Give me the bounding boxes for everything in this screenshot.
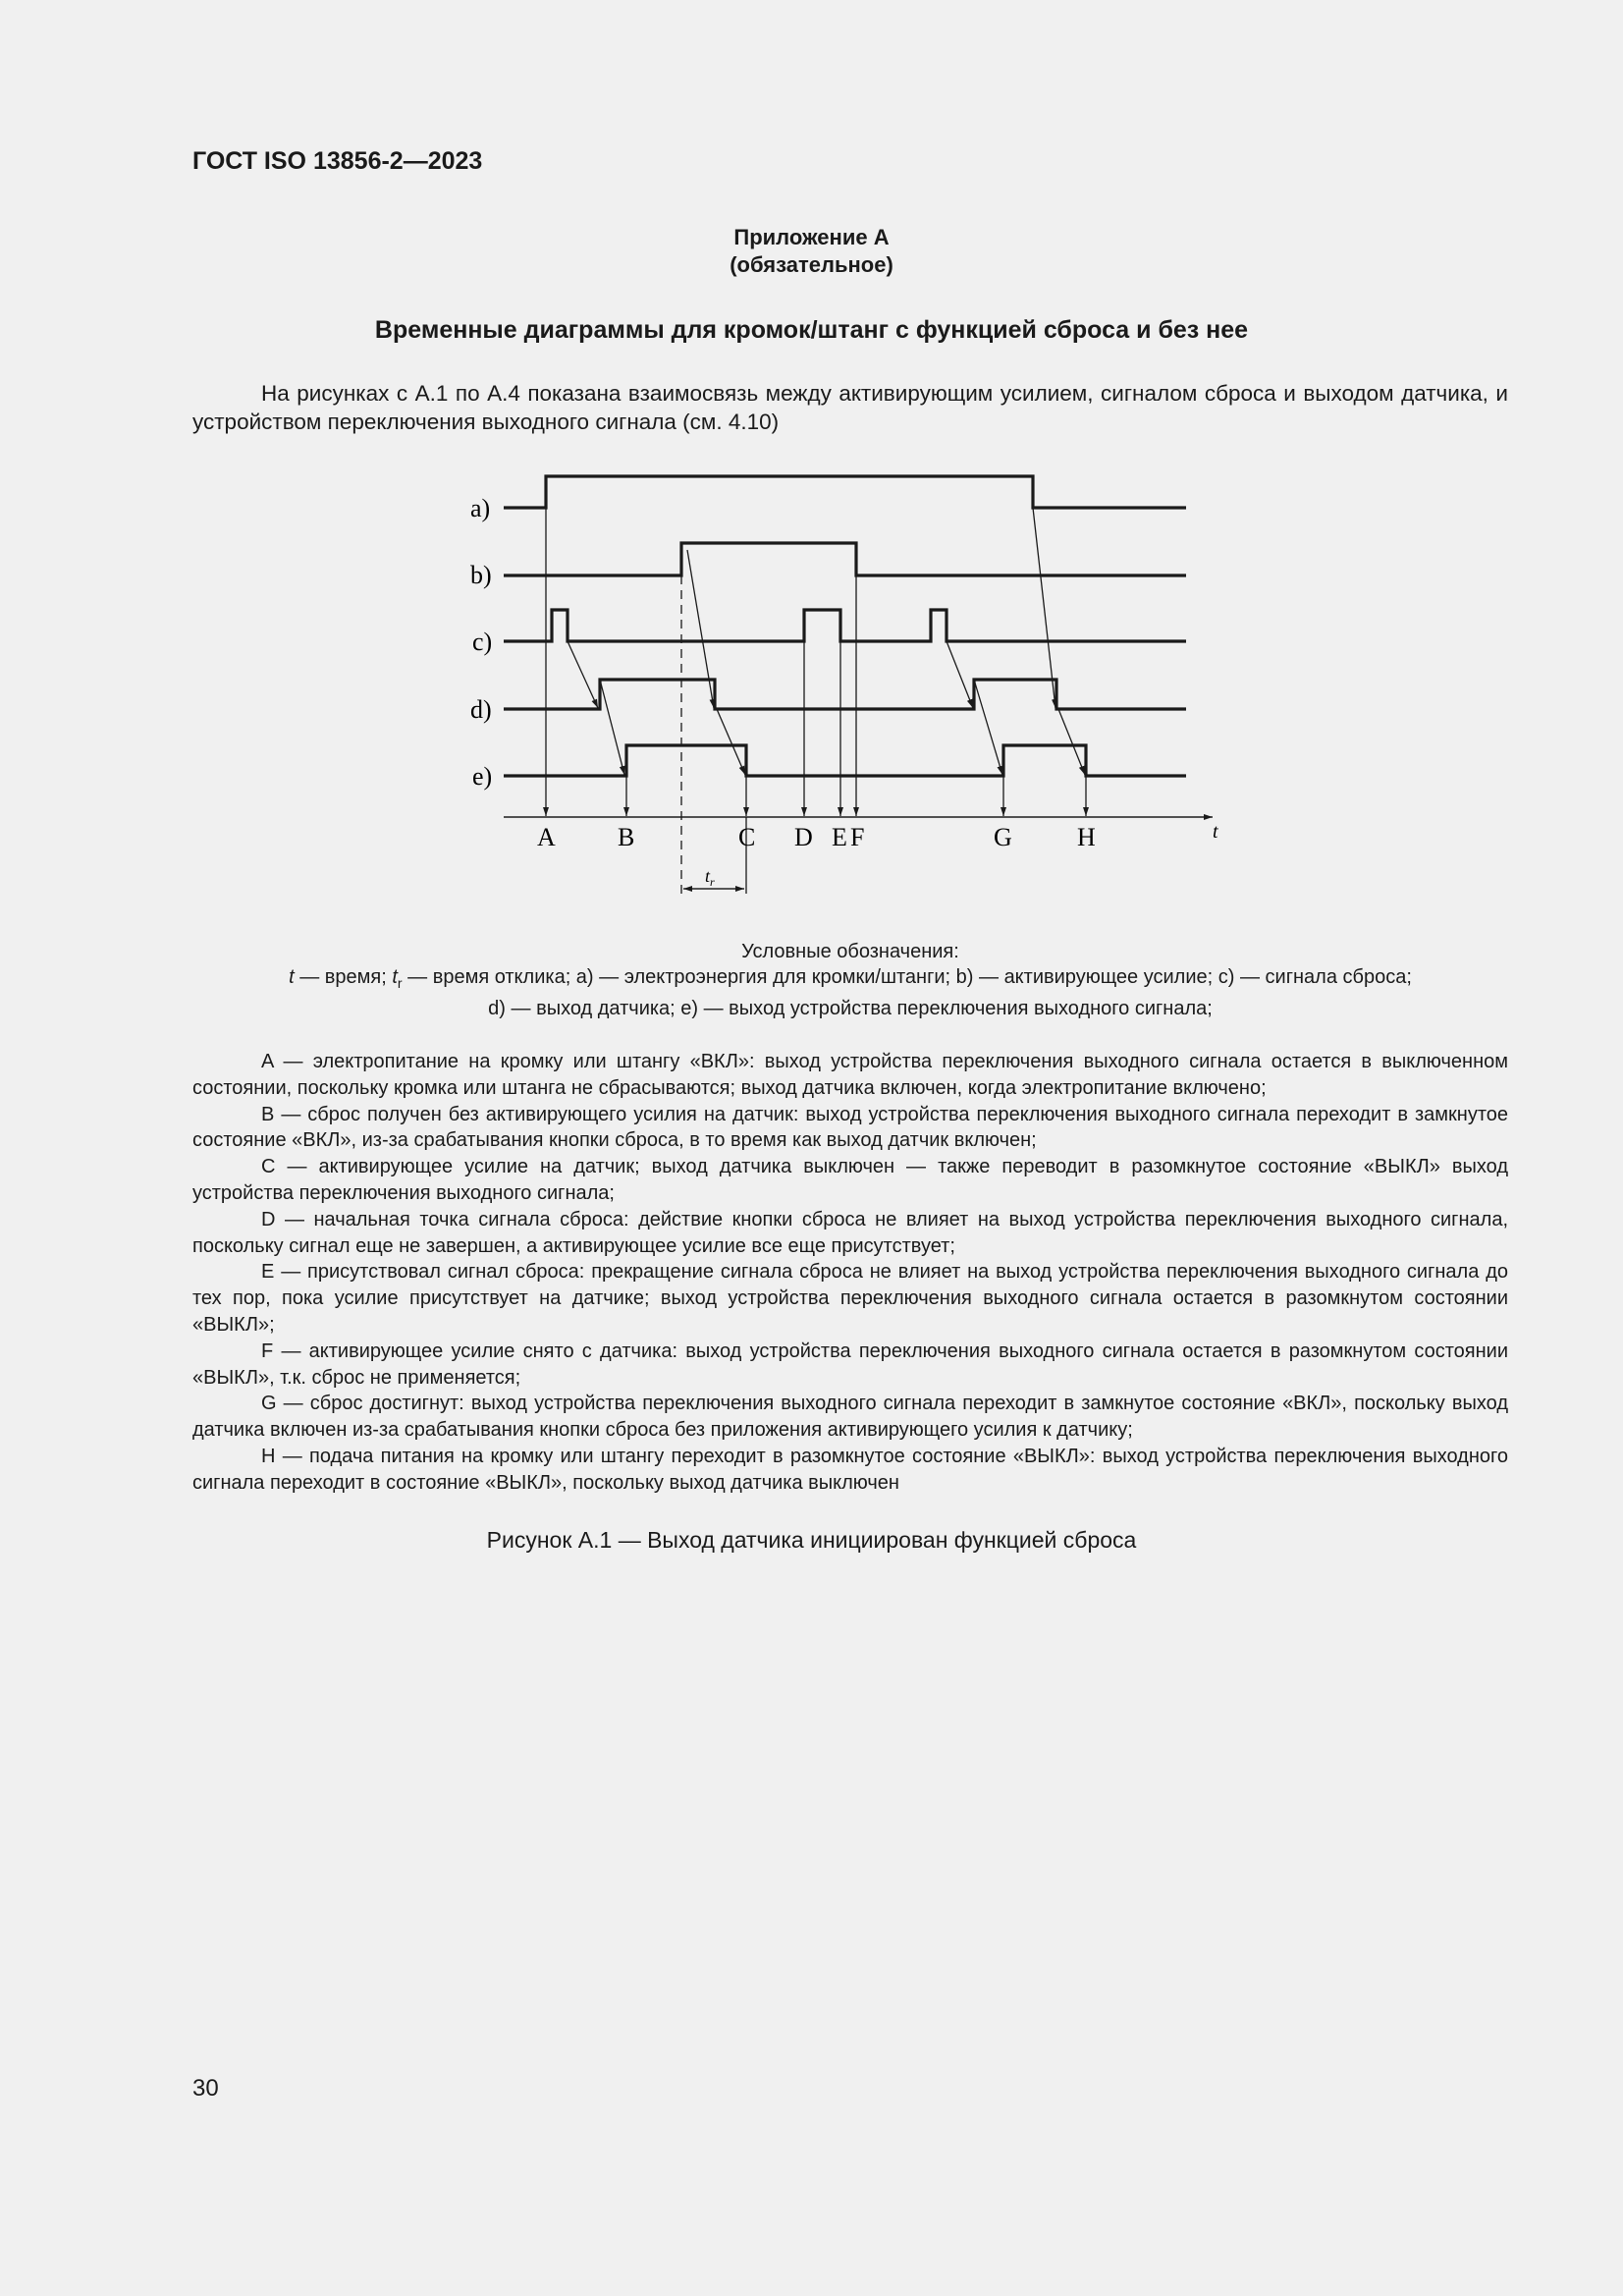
event-notes xyxy=(192,1049,1508,1497)
signal-a xyxy=(504,476,1186,508)
legend-line-1: t — время; $t_r$ — время отклика; a) — электроэнергия для кромки/штанги; b) — активирующее усилие; c) — сигнала сброса; xyxy=(289,966,1412,991)
causal-arrow-c-to-d-2 xyxy=(947,641,973,708)
section-heading: Временные диаграммы для кромок/штанг с функцией сброса и без нее xyxy=(374,316,1249,344)
causal-arrow-c-to-d xyxy=(568,641,598,708)
note-f: F — активирующее усилие снято с датчика: выход устройства переключения выходного сигнала остается в разомкнутом состоянии «ВЫКЛ», т.к. сброс не применяется; xyxy=(192,1339,1508,1389)
note-a: A — электропитание на кромку или штангу «ВКЛ»: выход устройства переключения выходного сигнала остается в выключенном состоянии, поскольку кромка или штанга не сбрасываются; выход датчика включен, когда электропитание включено; xyxy=(192,1051,1508,1099)
causal-arrow-d-to-e-2 xyxy=(717,709,745,775)
causal-arrow-d-to-e-3 xyxy=(974,680,1002,775)
event-label-e: E xyxy=(832,823,847,851)
annex-title: Приложение А xyxy=(733,225,890,249)
note-d: D — начальная точка сигнала сброса: действие кнопки сброса не влияет на выход устройства переключения выходного сигнала, поскольку сигнал еще не завершен, а активирующее усилие все еще присутствует; xyxy=(192,1208,1508,1257)
row-label-d: d) xyxy=(470,695,492,724)
note-c: C — активирующее усилие на датчик; выход датчика выключен — также переводит в разомкнутое состояние «ВЫКЛ» выход устройства переключения выходного сигнала; xyxy=(192,1156,1508,1204)
event-label-b: B xyxy=(618,823,635,851)
legend-line-2: d) — выход датчика; e) — выход устройства переключения выходного сигнала; xyxy=(488,998,1213,1019)
row-label-e: e) xyxy=(472,762,493,791)
event-label-a: A xyxy=(537,823,556,851)
row-label-b: b) xyxy=(470,561,492,589)
event-label-h: H xyxy=(1077,823,1096,851)
event-label-c: C xyxy=(738,823,756,851)
page-number: 30 xyxy=(192,2075,219,2102)
intro-paragraph: На рисунках с А.1 по А.4 показана взаимосвязь между активирующим усилием, сигналом сброса и выходом датчика, и устройством переключения выходного сигнала (см. 4.10) xyxy=(192,381,1508,434)
note-g: G — сброс достигнут: выход устройства переключения выходного сигнала переходит в замкнутое состояние «ВКЛ», поскольку выход датчика включен из-за срабатывания кнопки сброса без приложения активирующего усилия к датчику; xyxy=(192,1393,1508,1442)
causal-arrow-b-to-d xyxy=(687,550,714,708)
event-label-g: G xyxy=(994,823,1012,851)
event-label-d: D xyxy=(794,823,813,851)
timing-diagram xyxy=(0,0,1623,943)
response-time-label: $t_r$ xyxy=(705,866,715,889)
document-code: ГОСТ ISO 13856-2—2023 xyxy=(192,147,483,175)
causal-arrow-d-to-e xyxy=(600,680,624,775)
annex-status: (обязательное) xyxy=(730,252,893,277)
signal-c xyxy=(504,610,1186,641)
note-b: B — сброс получен без активирующего усилия на датчик: выход устройства переключения выходного сигнала переходит в замкнутое состояние «ВКЛ», из-за срабатывания кнопки сброса, в то время как выход датчик включен; xyxy=(192,1103,1508,1152)
causal-arrow-d-to-e-4 xyxy=(1058,709,1085,775)
figure-caption: Рисунок А.1 — Выход датчика инициирован функцией сброса xyxy=(486,1527,1137,1553)
signal-b xyxy=(504,543,1186,575)
time-axis-label: t xyxy=(1213,821,1218,843)
event-label-f: F xyxy=(850,823,865,851)
row-label-c: c) xyxy=(472,628,493,656)
note-e: E — присутствовал сигнал сброса: прекращение сигнала сброса не влияет на выход устройства переключения выходного сигнала до тех пор, пока усилие присутствует на датчике; выход устройства переключения выходного сигнала остается в разомкнутом состоянии «ВЫКЛ»; xyxy=(192,1261,1508,1336)
legend-title: Условные обозначения: xyxy=(741,941,959,962)
note-h: H — подача питания на кромку или штангу переходит в разомкнутое состояние «ВЫКЛ»: выход устройства переключения выходного сигнала переходит в состояние «ВЫКЛ», поскольку выход датчика выключен xyxy=(192,1445,1508,1494)
figure-legend xyxy=(192,939,1508,1021)
row-label-a: a) xyxy=(470,494,491,522)
